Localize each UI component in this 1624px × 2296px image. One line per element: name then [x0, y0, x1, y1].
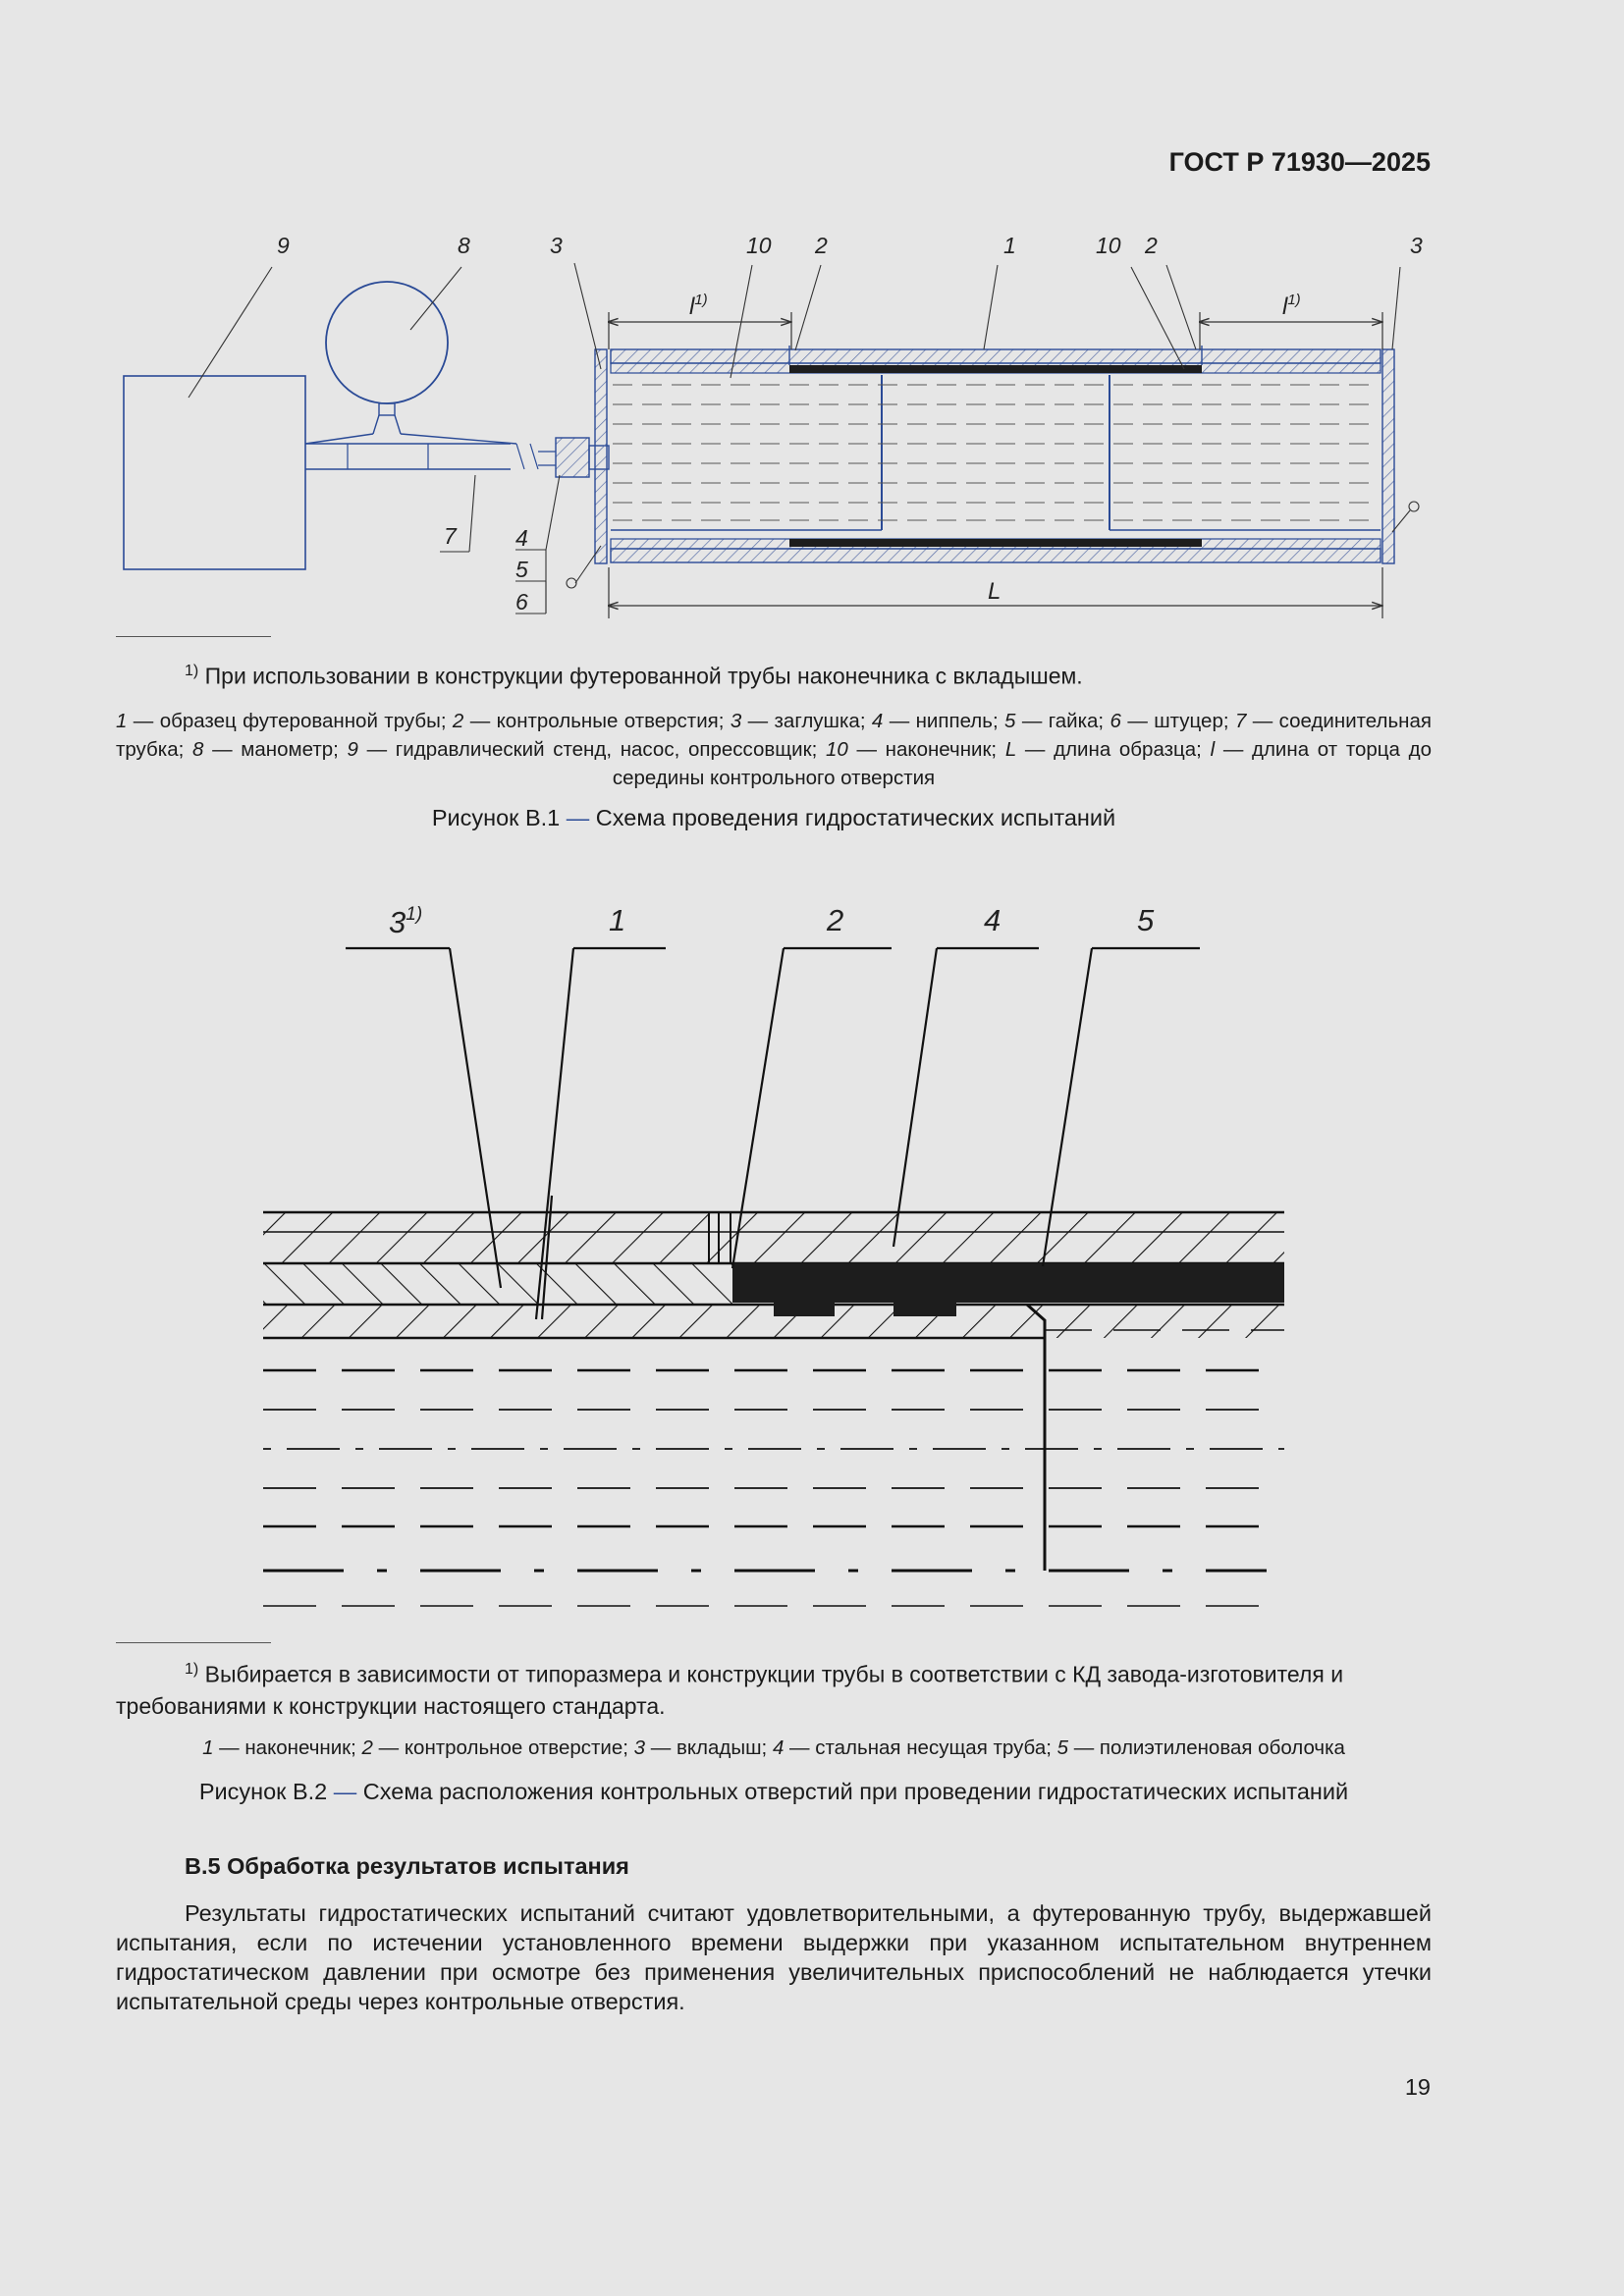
fig1-dim-l-right: $l^{1)}$ — [1282, 292, 1301, 320]
legend-item: L — длина образца; — [1004, 738, 1211, 761]
fig1-label-3b: 3 — [1410, 233, 1423, 258]
legend-item: 2 — контрольное отверстие; — [361, 1736, 634, 1759]
legend-item: 3 — вкладыш; — [633, 1736, 773, 1759]
page-number: 19 — [1404, 2074, 1431, 2100]
section-paragraph: Результаты гидростатических испытаний считают удовлетворительными, а футерованную трубу, выдержавшей испытания, если по истечении установленного времени выдержки при указанном испытательном внутреннем гидростатическом давлении при осмотре без применения увеличительных приспособлений не наблюдается утечки испытательной среды через контрольные отверстия. — [116, 1900, 1432, 2014]
fig1-label-2: 2 — [815, 233, 828, 258]
fig1-label-9: 9 — [277, 233, 290, 258]
standard-number: ГОСТ Р 71930—2025 — [1168, 147, 1431, 177]
control-hole-channel — [1027, 1305, 1045, 1571]
footnote-rule-2 — [116, 1642, 271, 1643]
fig1-label-1: 1 — [1003, 233, 1016, 258]
figure-2-legend — [116, 1734, 1432, 1762]
legend-item: 6 — штуцер; — [1110, 710, 1235, 732]
legend-item: 3 — заглушка; — [730, 710, 872, 732]
fig1-label-2b: 2 — [1145, 233, 1158, 258]
fig2-label-3: 3$^{1)}$ — [389, 904, 423, 939]
fig2-label-1: 1 — [609, 903, 626, 937]
legend-item: 4 — ниппель; — [871, 710, 1005, 732]
fig1-label-10: 10 — [746, 233, 772, 258]
fig2-label-2: 2 — [827, 903, 844, 937]
figure-2-labels — [389, 903, 1155, 939]
figure-2-caption: Рисунок В.2 — Схема расположения контрольных отверстий при проведении гидростатических испытаний — [198, 1779, 1349, 1804]
legend-item: 1 — наконечник; — [202, 1736, 362, 1759]
connecting-tube — [305, 434, 556, 469]
footnote-rule-1 — [116, 636, 271, 637]
fig1-dim-l-left: $l^{1)}$ — [689, 292, 708, 320]
legend-item: 9 — гидравлический стенд, насос, опрессовщик; — [347, 738, 826, 761]
hydraulic-stand — [124, 376, 305, 569]
legend-item: 10 — наконечник; — [825, 738, 1005, 761]
figure-1-legend — [116, 707, 1432, 792]
fig1-label-6: 6 — [515, 589, 528, 614]
fig1-label-5: 5 — [515, 557, 528, 582]
legend-item: 1 — образец футерованной трубы; — [116, 710, 453, 732]
legend-item: 5 — полиэтиленовая оболочка — [1056, 1736, 1345, 1759]
figure-1-caption: Рисунок В.1 — Схема проведения гидростатических испытаний — [431, 805, 1116, 830]
internal-medium-lines — [263, 1330, 1284, 1606]
section-heading: В.5 Обработка результатов испытания — [185, 1853, 629, 1879]
fig2-label-5: 5 — [1137, 903, 1155, 937]
fig1-label-4: 4 — [515, 525, 528, 551]
pressure-gauge — [326, 282, 448, 434]
legend-item: 8 — манометр; — [192, 738, 348, 761]
fig1-dim-L: L — [988, 578, 1001, 605]
figure-1-hydrostatic-test-scheme — [0, 0, 1624, 648]
legend-item: 5 — гайка; — [1004, 710, 1110, 732]
fig1-label-10b: 10 — [1096, 233, 1121, 258]
legend-item: 7 — соединительная трубка; — [116, 710, 1432, 761]
fig1-label-3: 3 — [550, 233, 563, 258]
figure-1-footnote: $^{1)}$ При использовании в конструкции футерованной трубы наконечника с вкладышем. — [185, 663, 1083, 689]
fig1-label-8: 8 — [458, 233, 470, 258]
fig1-label-7: 7 — [444, 523, 457, 549]
figure-2-control-holes-scheme — [0, 883, 1624, 1629]
fig2-label-4: 4 — [984, 903, 1001, 937]
pipe-sample — [595, 346, 1394, 563]
legend-item: 2 — контрольные отверстия; — [452, 710, 731, 732]
legend-item: l — длина от торца до середины контрольного отверстия — [612, 738, 1432, 789]
legend-item: 4 — стальная несущая труба; — [772, 1736, 1057, 1759]
figure-2-footnote: $^{1)}$ Выбирается в зависимости от типоразмера и конструкции трубы в соответствии с КД завода-изготовителя и требованиями к конструкции настоящего стандарта. — [116, 1661, 1344, 1719]
